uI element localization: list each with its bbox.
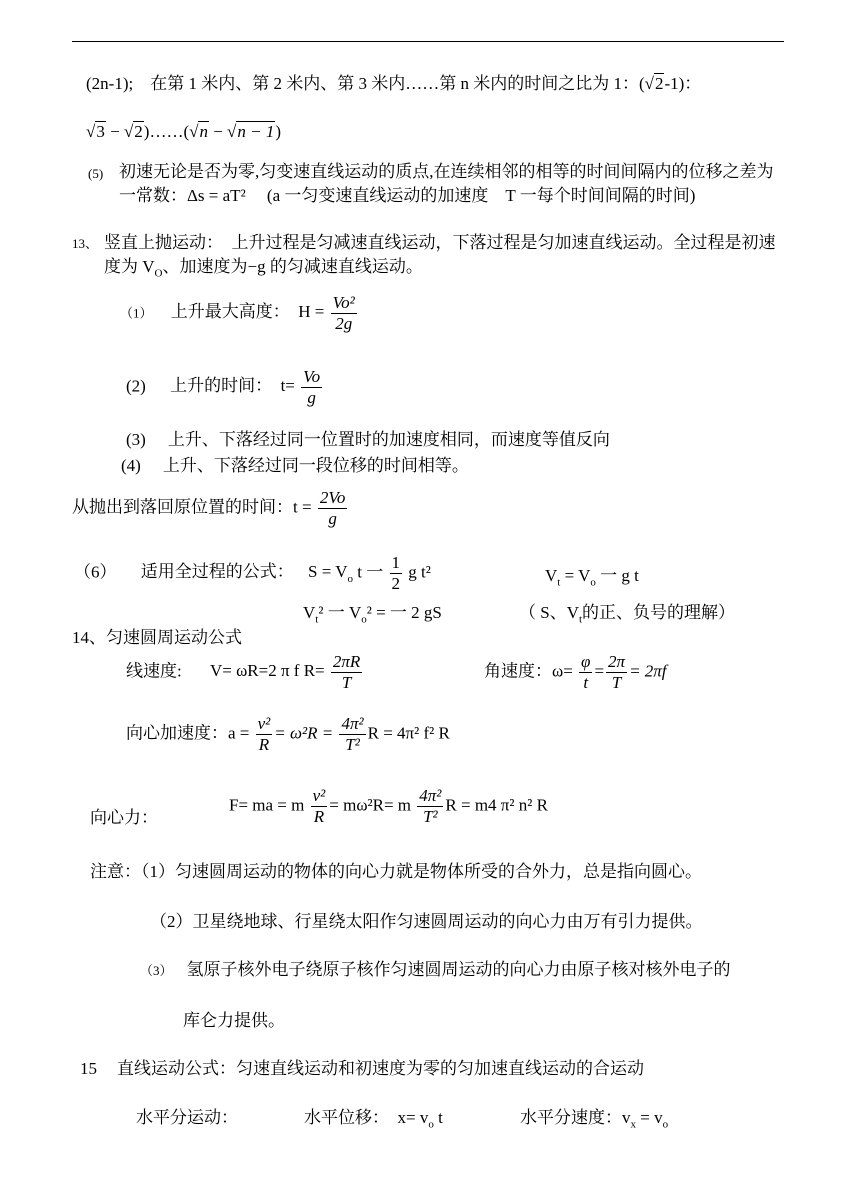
item-5-number: (5) [88, 166, 104, 181]
header-rule [72, 41, 784, 42]
sub-1: （1） 上升最大高度： H = $\frac{\text{Vo²}}{2g}$ [120, 293, 355, 333]
centripetal-force-formula: F= ma = m $\frac{\text{v²}}{R}$ = mω²R= m $\frac{\text{4π²}}{\text{T²}}$ R = m4 π² n² R [229, 786, 548, 826]
throw-time-fraction: $\frac{2Vo}{g}$ [319, 488, 346, 528]
note-2: （2）卫星绕地球、行星绕太阳作匀速圆周运动的向心力由万有引力提供。 [150, 912, 703, 931]
item-15: 15 直线运动公式：匀速直线运动和初速度为零的匀加速直线运动的合运动 [80, 1059, 644, 1078]
rise-time-fraction: $\frac{Vo}{g}$ [303, 367, 321, 407]
sqrt-2: √2 [644, 74, 664, 93]
horizontal-displacement: 水平位移： $x= v_o$ t [304, 1108, 443, 1131]
sub-6: （6） 适用全过程的公式： $S = V_o$ t 一 $\frac{1}{2}$ g t² [74, 553, 431, 593]
sign-note: （ S、$V_t$的正、负号的理解） [519, 603, 736, 626]
note-3: （3） 氢原子核外电子绕原子核作匀速圆周运动的向心力由原子核对核外电子的 [140, 960, 731, 979]
sub-2: (2) 上升的时间： t= $\frac{Vo}{g}$ [126, 367, 321, 407]
item-5-text: 初速无论是否为零,匀变速直线运动的质点,在连续相邻的相等的时间间隔内的位移之差为一常数：Δs = aT² (a 一匀变速直线运动的加速度 T 一每个时间间隔的时间) [119, 162, 774, 205]
sub-3: (3) 上升、下落经过同一位置时的加速度相同，而速度等值反向 [126, 430, 610, 449]
centripetal-force-label: 向心力： [90, 808, 158, 827]
angular-speed: 角速度：ω= $\frac{\varphi}{t}$ = $\frac{2\pi}{T}$ = 2πf [484, 652, 667, 692]
sub-4: (4) 上升、下落经过同一段位移的时间相等。 [121, 456, 469, 475]
horizontal-motion-label: 水平分运动： [136, 1108, 238, 1127]
ratio-text: (2n-1); 在第 1 米内、第 2 米内、第 3 米内……第 n 米内的时间之比为 1：( [86, 74, 645, 93]
horizontal-velocity: 水平分速度：$v_x = v_o$ [520, 1108, 669, 1131]
vt-formula: $V_t = V_o$ 一 g t [545, 566, 639, 589]
note-1: 注意：（1）匀速圆周运动的物体的向心力就是物体所受的合外力，总是指向圆心。 [90, 862, 702, 881]
centripetal-acceleration: 向心加速度：a = $\frac{\text{v²}}{R}$ = ω²R = $\frac{\text{4π²}}{\text{T²}}$ R = 4π² f² R [126, 714, 450, 754]
max-height-fraction: $\frac{\text{Vo²}}{2g}$ [332, 293, 355, 333]
item-14-title: 14、匀速圆周运动公式 [72, 628, 242, 647]
linear-speed: 线速度: V= ωR=2 π f R= $\frac{2\pi R}{T}$ [126, 652, 361, 692]
ratio-suffix: -1)： [664, 74, 702, 93]
ratio-line-2: √3 − √2)……(√n − √n − 1) [86, 122, 282, 141]
throw-time: 从抛出到落回原位置的时间：t = $\frac{2Vo}{g}$ [72, 488, 346, 528]
vt-squared-formula: $V_t^2$ 一 $V_o^2$ = 一 2 gS [303, 603, 442, 626]
ratio-line-1 [86, 74, 701, 94]
item-13-text: 竖直上抛运动： 上升过程是匀减速直线运动，下落过程是匀加速直线运动。全过程是初速度为 $V_O$、加速度为−g 的匀减速直线运动。 [104, 233, 776, 280]
note-3-continued: 库仑力提供。 [183, 1011, 285, 1030]
item-13-number: 13、 [72, 236, 99, 251]
